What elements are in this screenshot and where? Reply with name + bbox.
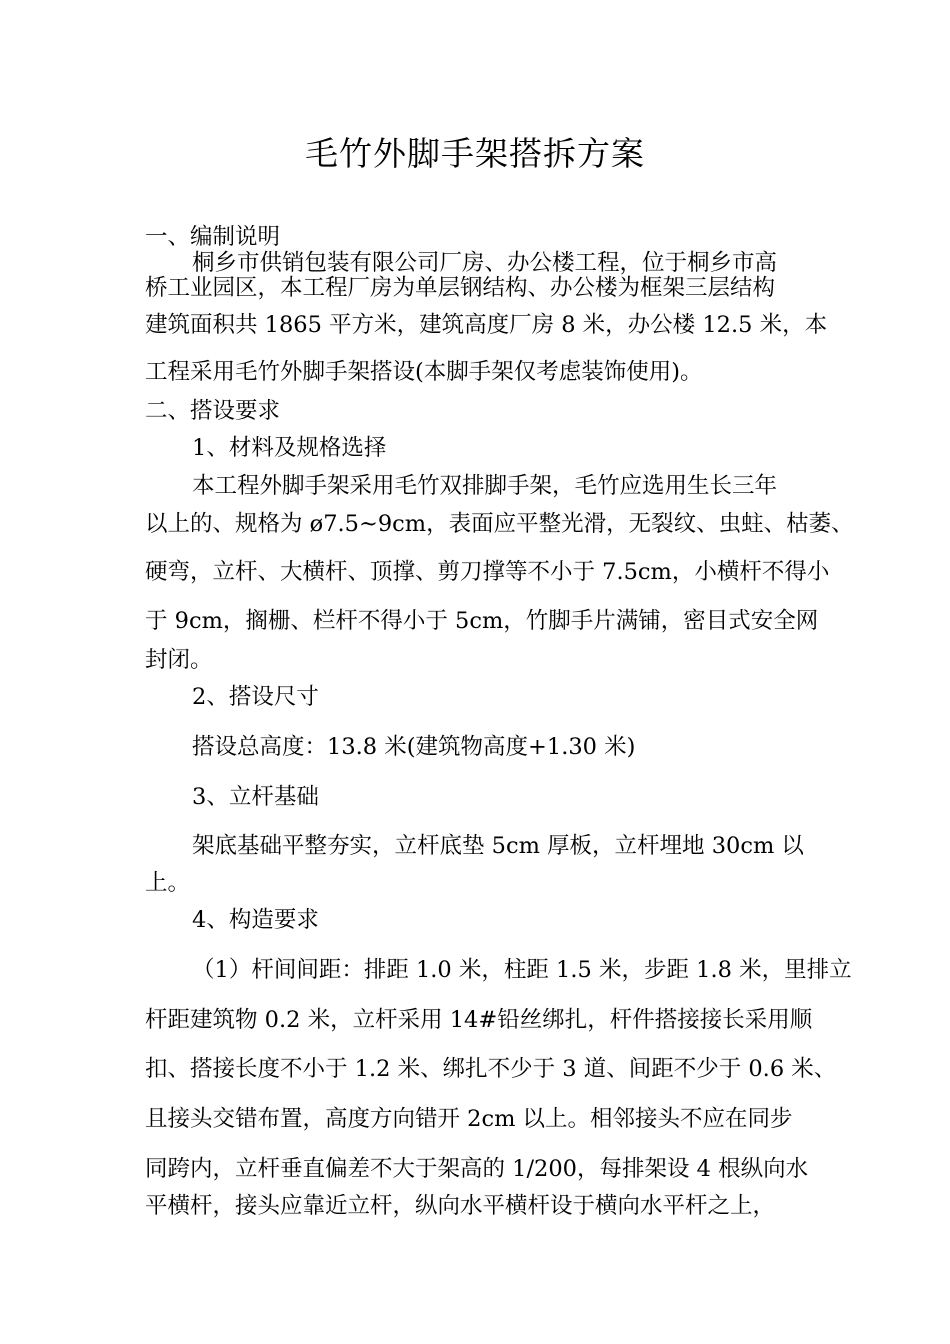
- document-title: 毛竹外脚手架搭拆方案: [305, 134, 645, 173]
- paragraph-line: 杆距建筑物 0.2 米，立杆采用 14#铅丝绑扎，杆件搭接接长采用顺: [145, 1007, 813, 1033]
- section-heading-2: 二、搭设要求: [145, 398, 281, 424]
- paragraph-line: 本工程外脚手架采用毛竹双排脚手架，毛竹应选用生长三年: [192, 473, 778, 499]
- subheading-foundation: 3、立杆基础: [192, 784, 319, 810]
- paragraph-line: 建筑面积共 1865 平方米，建筑高度厂房 8 米，办公楼 12.5 米，本: [145, 312, 828, 338]
- paragraph-line: 工程采用毛竹外脚手架搭设(本脚手架仅考虑装饰使用)。: [145, 359, 703, 385]
- paragraph-line: 硬弯，立杆、大横杆、顶撑、剪刀撑等不小于 7.5cm，小横杆不得小: [145, 559, 830, 585]
- paragraph-line: （1）杆间间距：排距 1.0 米，柱距 1.5 米，步距 1.8 米，里排立: [192, 957, 852, 983]
- paragraph-line: 架底基础平整夯实，立杆底垫 5cm 厚板，立杆埋地 30cm 以: [192, 833, 804, 859]
- paragraph-line: 搭设总高度：13.8 米(建筑物高度+1.30 米): [192, 734, 636, 760]
- paragraph-line: 以上的、规格为 ø7.5~9cm，表面应平整光滑，无裂纹、虫蛀、枯萎、: [145, 511, 854, 537]
- paragraph-line: 上。: [145, 870, 191, 896]
- paragraph-line: 扣、搭接长度不小于 1.2 米、绑扎不少于 3 道、间距不少于 0.6 米、: [145, 1056, 837, 1082]
- paragraph-line: 桥工业园区，本工程厂房为单层钢结构、办公楼为框架三层结构: [145, 275, 776, 301]
- subheading-dimensions: 2、搭设尺寸: [192, 684, 319, 710]
- subheading-materials: 1、材料及规格选择: [192, 435, 387, 461]
- paragraph-line: 平横杆，接头应靠近立杆，纵向水平横杆设于横向水平杆之上，: [145, 1193, 776, 1219]
- subheading-construction: 4、构造要求: [192, 907, 319, 933]
- paragraph-line: 桐乡市供销包装有限公司厂房、办公楼工程，位于桐乡市高: [192, 250, 778, 276]
- paragraph-line: 同跨内，立杆垂直偏差不大于架高的 1/200，每排架设 4 根纵向水: [145, 1156, 809, 1182]
- paragraph-line: 封闭。: [145, 647, 213, 673]
- paragraph-line: 于 9cm，搁栅、栏杆不得小于 5cm，竹脚手片满铺，密目式安全网: [145, 608, 819, 634]
- paragraph-line: 且接头交错布置，高度方向错开 2cm 以上。相邻接头不应在同步: [145, 1106, 793, 1132]
- section-heading-1: 一、编制说明: [145, 224, 281, 250]
